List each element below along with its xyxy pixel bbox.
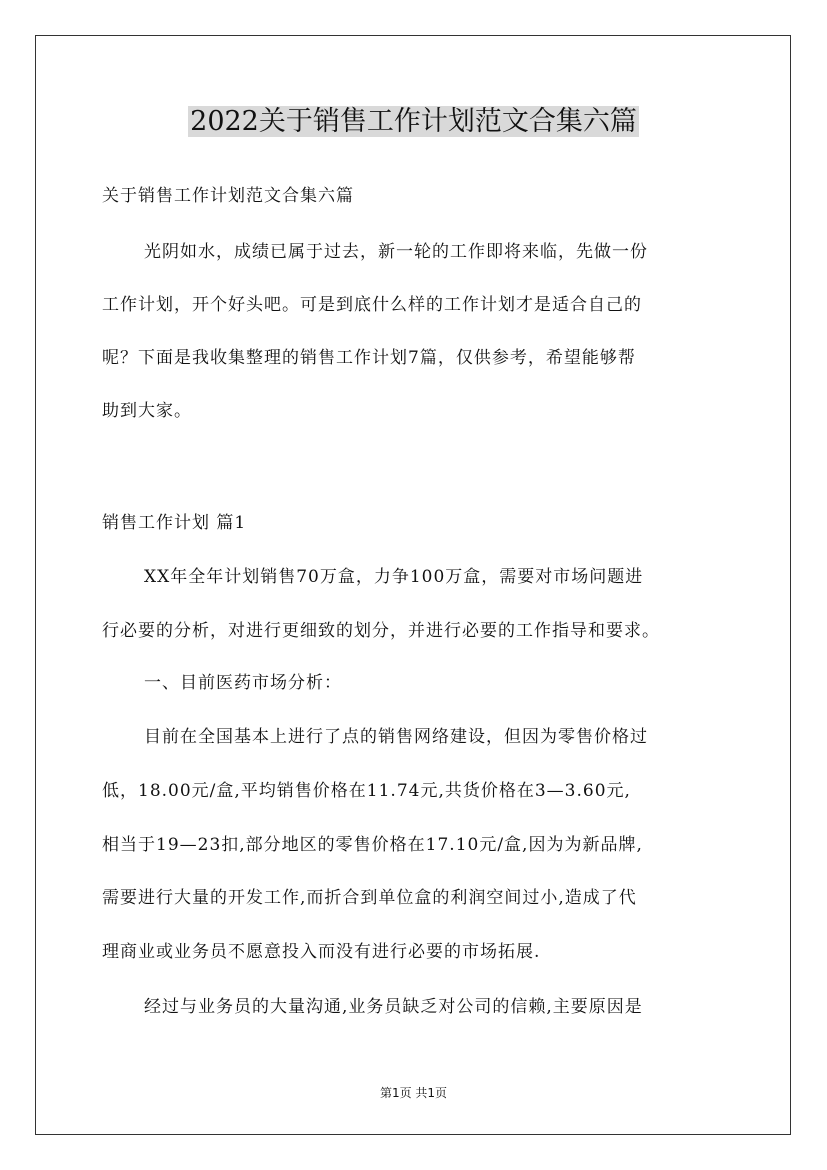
body-line: 相当于19—23扣,部分地区的零售价格在17.10元/盒,因为为新品牌, <box>102 835 643 855</box>
intro-line: 工作计划，开个好头吧。可是到底什么样的工作计划才是适合自己的 <box>102 295 642 315</box>
body-line: 低，18.00元/盒,平均销售价格在11.74元,共货价格在3—3.60元, <box>102 781 631 801</box>
intro-line: 助到大家。 <box>102 401 192 421</box>
body-line: 需要进行大量的开发工作,而折合到单位盒的利润空间过小,造成了代 <box>102 888 637 908</box>
body-line: 理商业或业务员不愿意投入而没有进行必要的市场拓展. <box>102 942 541 962</box>
body-line: 行必要的分析，对进行更细致的划分，并进行必要的工作指导和要求。 <box>102 621 660 641</box>
document-subtitle: 关于销售工作计划范文合集六篇 <box>102 186 354 206</box>
body-line: 经过与业务员的大量沟通,业务员缺乏对公司的信赖,主要原因是 <box>144 997 643 1017</box>
document-title <box>0 100 827 144</box>
intro-line: 呢？下面是我收集整理的销售工作计划7篇，仅供参考，希望能够帮 <box>102 348 636 368</box>
page-footer: 第1页 共1页 <box>379 1086 448 1100</box>
body-line: 目前在全国基本上进行了点的销售网络建设，但因为零售价格过 <box>144 727 648 747</box>
body-line: XX年全年计划销售70万盒，力争100万盒，需要对市场问题进 <box>144 567 644 587</box>
document-title-text: 2022关于销售工作计划范文合集六篇 <box>190 106 637 137</box>
body-line: 一、目前医药市场分析： <box>144 673 342 693</box>
section-heading: 销售工作计划 篇1 <box>102 513 247 533</box>
intro-line: 光阴如水，成绩已属于过去，新一轮的工作即将来临，先做一份 <box>144 242 648 262</box>
